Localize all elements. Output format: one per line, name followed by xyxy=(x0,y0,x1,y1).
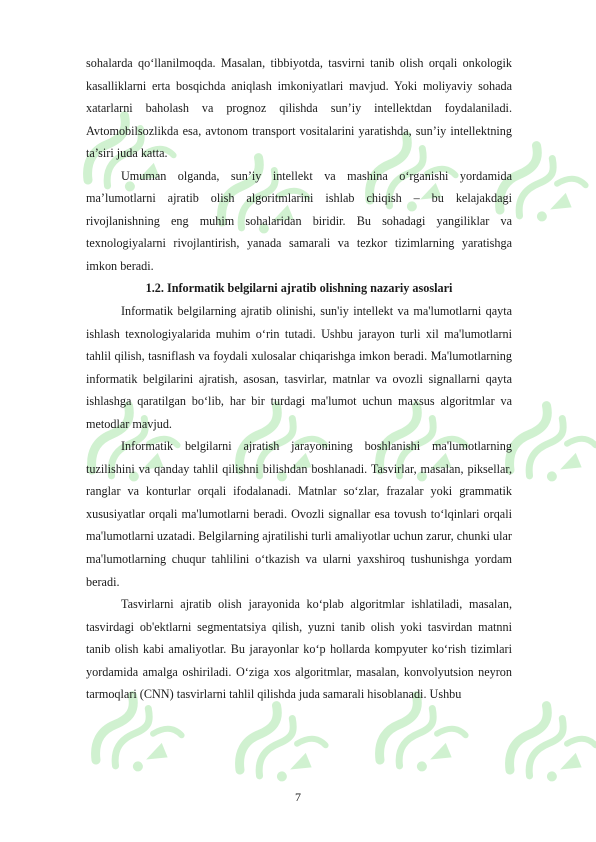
paragraph: Informatik belgilarni ajratish jarayonining boshlanishi ma'lumotlarning tuzilishini va qanday tahlil qilishni bilishdan boshlanadi. Tasvirlar, masalan, piksellar, ranglar va konturlar orqali ifodalanadi. Matnlar so‘zlar, frazalar yoki grammatik xususiyatlar orqali ma'lumotlarni beradi. Ovozli signallar esa tovush to‘lqinlari orqali ma'lumotlarni uzatadi. Belgilarning ajratilishi turli amaliyotlar uchun zarur, chunki ular ma'lumotlarning chuqur tahlilini o‘tkazish va ularni yaxshiroq tushunishga yordam beradi. xyxy=(86,439,512,589)
watermark-icon xyxy=(503,701,596,800)
watermark-icon xyxy=(503,401,596,500)
watermark-icon xyxy=(89,691,187,790)
section-heading: 1.2. Informatik belgilarni ajratib olishning nazariy asoslari xyxy=(145,281,453,296)
watermark-icon xyxy=(233,701,331,800)
watermark-icon xyxy=(373,691,471,790)
page-body xyxy=(86,52,512,706)
paragraph: Umuman olganda, sun’iy intellekt va mashina o‘rganishi yordamida ma’lumotlarni ajratib olish algoritmlarini ishlab chiqish – bu kelajakdagi rivojlanishning eng muhim sohalaridan biridir. Bu sohadagi yangiliklar va texnologiyalarni rivojlantirish, yanada samarali va tezkor tizimlarning yaratishga imkon beradi. xyxy=(86,168,512,273)
paragraph: Tasvirlarni ajratib olish jarayonida ko‘plab algoritmlar ishlatiladi, masalan, tasvirdagi ob'ektlarni segmentatsiya qilish, yuzni tanib olish yoki tasvirdan matnni tanib olish kabi amaliyotlar. Bu jarayonlar ko‘p hollarda kompyuter ko‘rish tizimlari yordamida amalga oshiriladi. O‘ziga xos algoritmlar, masalan, konvolyutsion neyron tarmoqlari (CNN) tasvirlarni tahlil qilishda juda samarali hisoblanadi. Ushbu xyxy=(86,597,512,702)
paragraph: sohalarda qo‘llanilmoqda. Masalan, tibbiyotda, tasvirni tanib olish orqali onkologik kasalliklarni erta bosqichda aniqlash imkoniyatlari mavjud. Yoki moliyaviy sohada xatarlarni baholash va prognoz qilishda sun’iy intellektdan foydalaniladi. Avtomobilsozlikda esa, avtonom transport vositalarini yaratishda, sun’iy intellektning ta’siri juda katta. xyxy=(86,56,512,161)
paragraph: Informatik belgilarning ajratib olinishi, sun'iy intellekt va ma'lumotlarni qayta ishlash texnologiyalarida muhim o‘rin tutadi. Ushbu jarayon turli xil ma'lumotlarni tahlil qilish, tasniflash va foydali xulosalar chiqarishga imkon beradi. Ma'lumotlarning informatik belgilarini ajratish, asosan, tasvirlar, matnlar va ovozli signallarni qayta ishlashga qaratilgan bo‘lib, har bir turdagi ma'lumot uchun maxsus algoritmlar va metodlar mavjud. xyxy=(86,304,512,431)
page-number: 7 xyxy=(295,790,301,804)
